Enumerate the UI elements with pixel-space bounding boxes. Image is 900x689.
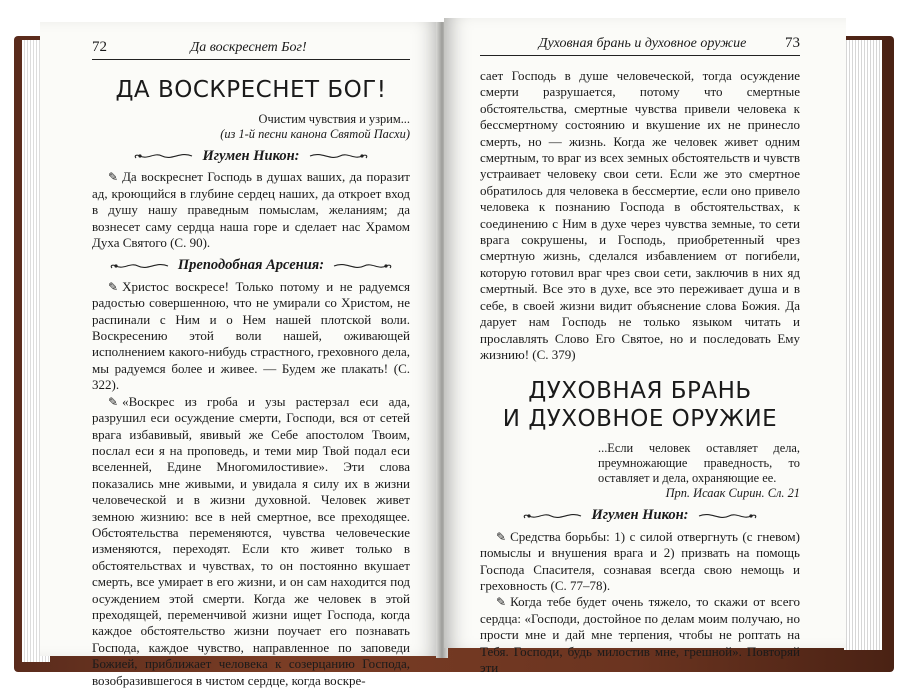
epigraph-source: Прп. Исаак Сирин. Сл. 21 [665,486,800,501]
running-head: Духовная брань и духовное оружие [538,36,747,51]
chapter-title-line: ДУХОВНАЯ БРАНЬ [528,378,752,405]
chapter-title-line: И ДУХОВНОЕ ОРУЖИЕ [502,406,778,433]
flourish-ornament [308,150,370,162]
pen-icon: ✎ [108,279,119,294]
author-name: Преподобная Арсения: [177,257,325,274]
paragraph [92,169,410,251]
epigraph [92,112,410,142]
right-page [444,18,846,675]
pen-icon: ✎ [108,394,119,409]
paragraph [92,279,410,394]
paragraph [480,594,800,676]
chapter-title [480,377,800,433]
right-page-content [480,68,800,676]
author-name: Игумен Никон: [591,507,689,524]
pen-icon: ✎ [496,595,507,610]
epigraph-text: ...Если человек оставляет дела, преумножающие праведность, то оставляет и дела, охраняющие ее. [598,441,800,486]
epigraph-source: (из 1-й песни канона Святой Пасхи) [220,127,410,141]
left-page [40,22,440,688]
author-heading [92,257,410,273]
flourish-ornament [697,510,759,522]
flourish-ornament [332,260,394,272]
flourish-ornament [132,150,194,162]
flourish-ornament [108,260,170,272]
right-page-header [480,32,800,56]
pen-icon: ✎ [496,529,507,544]
paragraph-text: «Воскрес из гроба и узы растерзал еси ада, разрушил еси осуждение смерти, Господи, вся от сетей врага избавивый, явивый же Себе апостолом Твоим, послал еси я на проповедь, и теми мир Твой подал еси вселенней, Едине Многомилостивие». Эти слова показались мне живыми, и увидала я силу их в жизни человеческой и в жизни духовной. Человек живет земною жизнию: все в ней смертное, все преходящее. Обстоятельства переменяются, чувства человеческие изменяются, переходят. Если кто живет только в обстоятельствах и чувствах, то он постоянно вкушает смерть, все умирает в его жизни, и он сам находится под осуждением этой смерти. Когда же человек в этой преходящей, переменчивой жизни ищет Господа, когда каждое обстоятельство жизни поучает его познавать Господа, каждое чувство, направленное по заповеди Божией, приближает человека к созерцанию Господа, возобразившегося в чистом сердце, когда воскре- [92,393,410,688]
left-page-header [92,36,410,60]
pen-icon: ✎ [108,170,119,185]
page-edges-right [844,40,882,650]
author-heading [480,507,800,523]
paragraph-text: Средства борьбы: 1) с силой отвергнуть (с гневом) помыслы и внушения врага и 2) призвать на помощь Господа Спасителя, сознавая всегда свою немощь и греховность (С. 77–78). [480,528,800,593]
paragraph [480,529,800,595]
paragraph: сает Господь в душе человеческой, тогда осуждение смерти разрушается, потому что смертные обстоятельства, смертные чувства привели человека к бессмертному состоянию и вкушение их не принесло смерть, но — жизнь. Когда же человек живет одним смертным, то враг из всех земных обстоятельств и чувств устраивает человеку свои сети. Если же это смертное обратилось для человека в бессмертие, если оно привело человека к познанию Господа в обстоятельствах, к соединению с Ним в духе через чувства земные, то сети врага сокрушены, и Господь, приобретенный чрез смертную жизнь, сделался избавлением от погибели, которую готовил враг чрез свои сети, заключив в них яд смертный. Все это в духе, все это переживает душа и в себе, в своей жизни видит объяснение слова Божия. Да дарует нам Господь не только языком читать и прославлять Слово Его Святое, но и последовать Ему жизнию! (С. 379) [480,68,800,362]
page-number: 73 [784,35,800,51]
epigraph-text: Очистим чувствия и узрим... [258,112,410,126]
running-head: Да воскреснет Бог! [190,40,307,55]
paragraph-text: Когда тебе будет очень тяжело, то скажи от всего сердца: «Господи, достойное по делам моим получаю, но прости мне и дай мне терпения, чтобы не роптать на Тебя. Господи, будь милостив мне, грешной». Повторяй эти [480,594,800,675]
epigraph [480,441,800,501]
author-heading [92,148,410,164]
paragraph-text: Да воскреснет Господь в душах ваших, да поразит ад, кроющийся в глубине сердец наших, да откроет вход в душу нашу праведным помыслам, желаниям; да вознесет саму сердца наша горе и сделает нас Храмом Духа Святого (С. 90). [92,169,410,251]
paragraph-text: Христос воскресе! Только потому и не радуемся радостью совершенною, что не умирали со Христом, не распинали с Ним и о Нем нашей плотской воли. Воскресению этой воли нашей, оживающей исполнением какого-нибудь страстного, греховного дела, мы радуемся более и живее. — Будем же плакать! (С. 322). [92,278,410,393]
flourish-ornament [521,510,583,522]
author-name: Игумен Никон: [202,148,300,164]
left-page-content [92,70,410,689]
chapter-title: ДА ВОСКРЕСНЕТ БОГ! [115,77,387,103]
paragraph [92,394,410,689]
page-number: 72 [92,39,107,55]
